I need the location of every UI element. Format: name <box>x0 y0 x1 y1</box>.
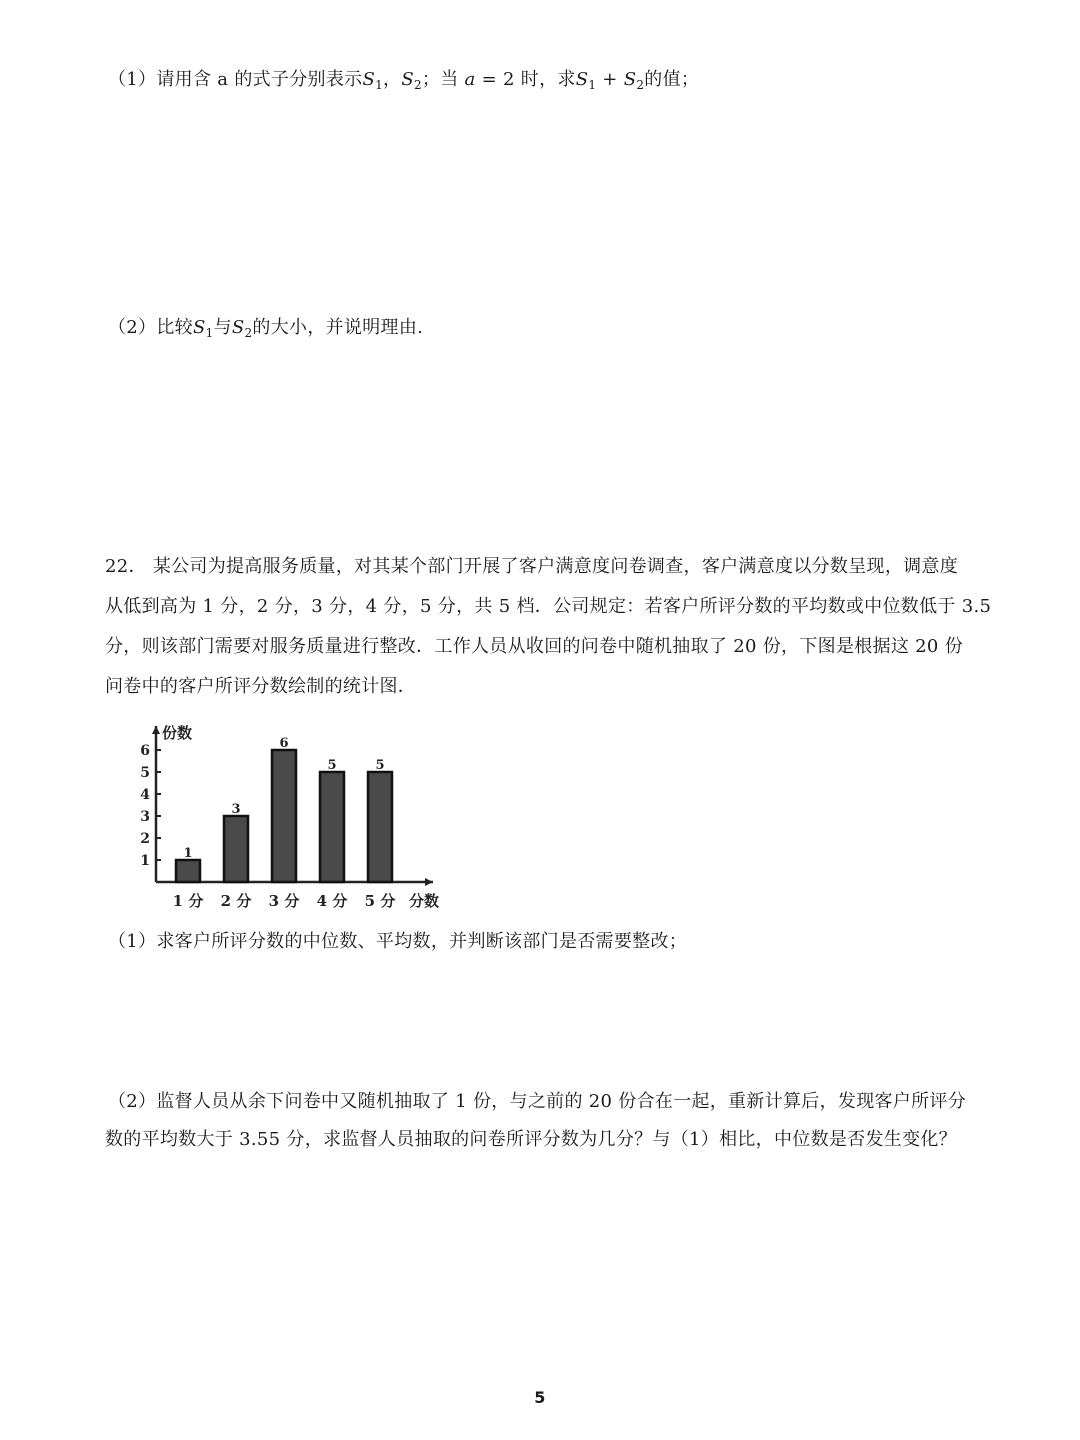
q21-part2-with: 与 <box>213 317 232 338</box>
a-variable: a <box>464 69 476 90</box>
bar <box>272 750 296 882</box>
y-tick-label: 2 <box>140 831 150 847</box>
q22-stem-line-3: 分，则该部门需要对服务质量进行整改．工作人员从收回的问卷中随机抽取了 20 份，下图是根据这 20 份 <box>105 636 963 657</box>
bar-value-label: 3 <box>231 802 241 817</box>
y-tick-label: 3 <box>140 809 150 825</box>
x-axis-arrow <box>425 878 433 886</box>
q21-part2 <box>108 316 423 345</box>
q21-part1-eq: = 2 时，求 <box>475 69 576 90</box>
q21-part2-tail: 的大小，并说明理由. <box>252 317 424 338</box>
q21-part1-sep: ， <box>383 69 402 90</box>
q22-stem-line-4: 问卷中的客户所评分数绘制的统计图． <box>105 676 417 697</box>
y-tick-label: 1 <box>140 853 150 869</box>
bar <box>176 860 200 882</box>
q21-part1-prefix: （1）请用含 a 的式子分别表示 <box>108 69 363 90</box>
compare-s1: $S_1$ <box>192 317 214 340</box>
q22-stem-line-1: 22． 某公司为提高服务质量，对其某个部门开展了客户满意度问卷调查，客户满意度以分数呈现，调意度 <box>105 556 959 577</box>
q22-stem-line-2: 从低到高为 1 分，2 分，3 分，4 分，5 分，共 5 档．公司规定：若客户所评分数的平均数或中位数低于 3.5 <box>105 596 992 617</box>
y-tick-label: 4 <box>140 787 150 803</box>
q22-part2-line-1: （2）监督人员从余下问卷中又随机抽取了 1 份，与之前的 20 份合在一起，重新计算后，发现客户所评分 <box>108 1091 966 1112</box>
y-axis-arrow <box>152 726 160 734</box>
x-category-label: 2 分 <box>220 892 252 910</box>
bar <box>224 816 248 882</box>
q21-part1-mid: ；当 <box>421 69 459 90</box>
sum-s2: $S_2$ <box>623 69 645 92</box>
q22-part2-line-2: 数的平均数大于 3.55 分，求监督人员抽取的问卷所评分数为几分？与（1）相比，中位数是否发生变化？ <box>105 1129 957 1150</box>
x-category-label: 3 分 <box>268 892 300 910</box>
x-category-label: 4 分 <box>316 892 348 910</box>
x-axis-label: 分数 <box>409 892 440 910</box>
q21-part1-tail: 的值； <box>644 69 700 90</box>
y-tick-label: 6 <box>140 743 150 759</box>
bar-value-label: 5 <box>327 758 337 773</box>
bar-value-label: 1 <box>183 846 193 861</box>
bar-value-label: 6 <box>279 736 289 751</box>
y-axis-label: 份数 <box>162 724 193 742</box>
plus-sign: + <box>596 69 624 90</box>
x-category-label: 1 分 <box>172 892 204 910</box>
sum-s1: $S_1$ <box>575 69 597 92</box>
y-tick-label: 5 <box>140 765 150 781</box>
chart-bars <box>176 750 392 882</box>
bar <box>368 772 392 882</box>
q21-part2-prefix: （2）比较 <box>108 317 193 338</box>
x-category-label: 5 分 <box>364 892 396 910</box>
q22-part1: （1）求客户所评分数的中位数、平均数，并判断该部门是否需要整改； <box>108 931 688 952</box>
compare-s2: $S_2$ <box>231 317 253 340</box>
q21-part1 <box>108 68 699 97</box>
s2-symbol: $S_2$ <box>401 69 422 92</box>
s1-symbol: $S_1$ <box>362 69 384 92</box>
bar-value-label: 5 <box>375 758 385 773</box>
score-bar-chart <box>138 716 458 912</box>
bar <box>320 772 344 882</box>
page-number: 5 <box>534 1388 546 1407</box>
